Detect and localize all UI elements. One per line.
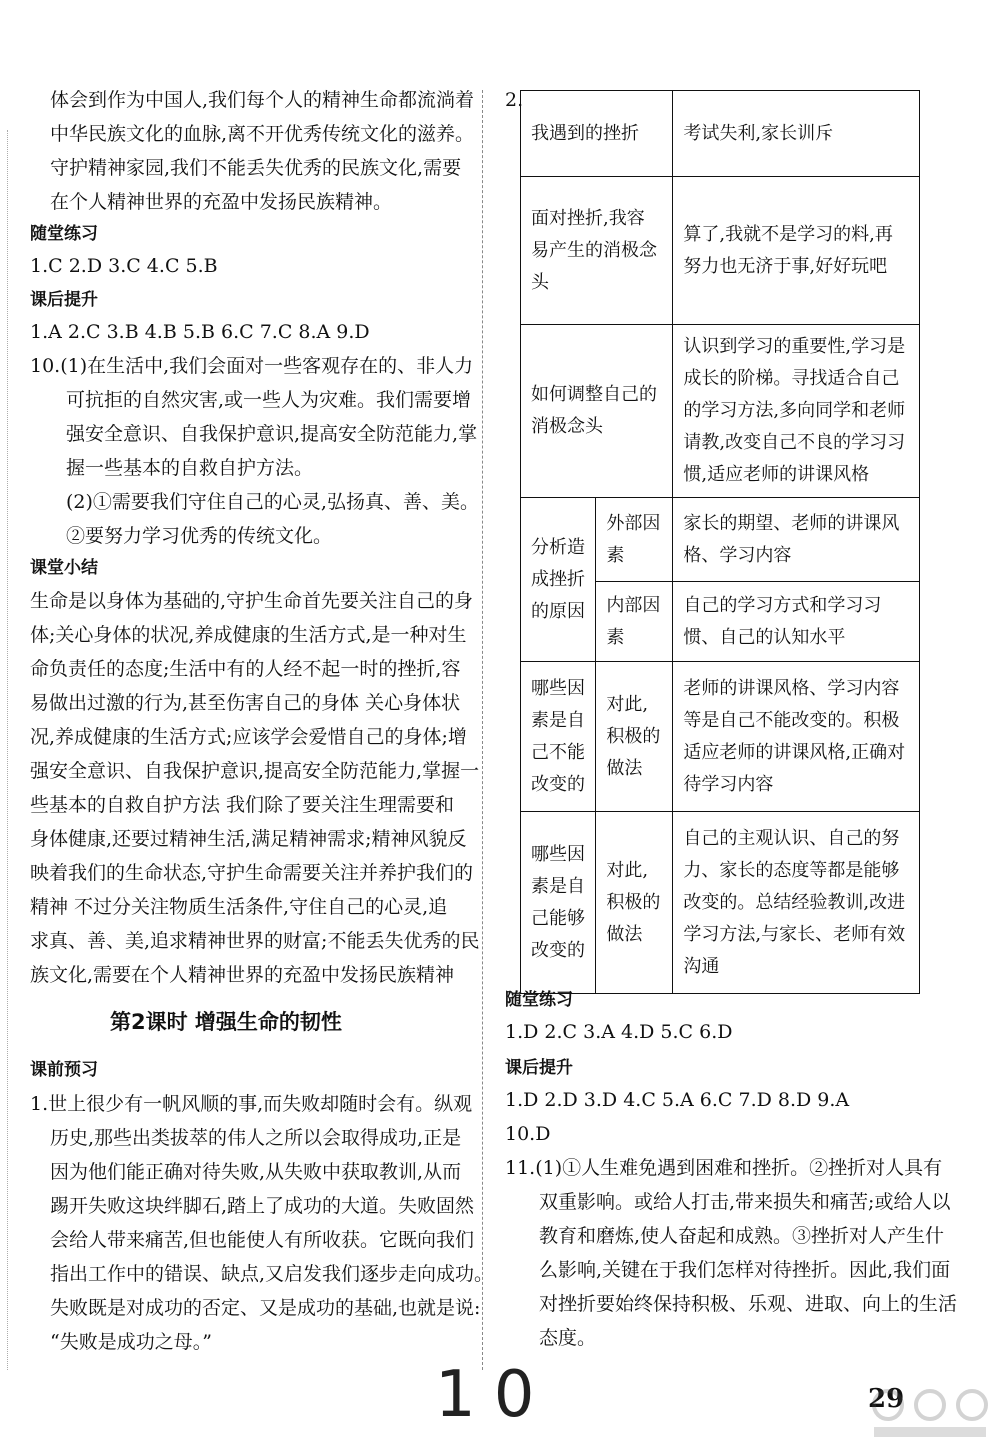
practice-answers: 1.D 2.C 3.A 4.D 5.C 6.D	[505, 1021, 733, 1043]
table-sub-cell: 对此,积极的做法	[596, 662, 673, 812]
intro-line: 守护精神家园,我们不能丢失优秀的民族文化,需要	[50, 157, 462, 179]
q11-line: 11.(1)①人生难免遇到困难和挫折。②挫折对人具有	[505, 1157, 943, 1179]
summary-line: 强安全意识、自我保护意识,提高安全防范能力,掌握一	[30, 760, 480, 782]
left-margin-rule	[7, 130, 8, 1370]
q11-line: 教育和磨炼,使人奋起和成熟。③挫折对人产生什	[539, 1225, 945, 1247]
page-number: 29	[868, 1384, 905, 1414]
q10-line: 可抗拒的自然灾害,或一些人为灾难。我们需要增	[66, 389, 472, 411]
lesson-title: 第2课时 增强生命的韧性	[110, 1010, 342, 1034]
practice-heading: 随堂练习	[505, 990, 573, 1010]
q11-line: 双重影响。或给人打击,带来损失和痛苦;或给人以	[539, 1191, 951, 1213]
table-sub-cell: 外部因素	[596, 498, 673, 582]
summary-line: 求真、善、美,追求精神世界的财富;不能丢失优秀的民	[30, 930, 480, 952]
q2-label: 2.	[505, 89, 524, 111]
q10-line: 握一些基本的自救自护方法。	[66, 457, 314, 479]
preview-line: 踢开失败这块绊脚石,踏上了成功的大道。失败固然	[50, 1195, 475, 1217]
summary-line: 身体健康,还要过精神生活,满足精神需求;精神风貌反	[30, 828, 467, 850]
after-class-answers: 1.D 2.D 3.D 4.C 5.A 6.C 7.D 8.D 9.A	[505, 1089, 850, 1111]
intro-line: 中华民族文化的血脉,离不开优秀传统文化的滋养。	[50, 123, 475, 145]
summary-line: 命负责任的态度;生活中有的人经不起一时的挫折,容	[30, 658, 461, 680]
summary-line: 易做出过激的行为,甚至伤害自己的身体 关心身体状	[30, 692, 461, 714]
summary-line: 映着我们的生命状态,守护生命需要关注并养护我们的	[30, 862, 474, 884]
summary-line: 体;关心身体的状况,养成健康的生活方式,是一种对生	[30, 624, 467, 646]
column-divider	[482, 90, 483, 1370]
table-sub-cell: 对此,积极的做法	[596, 812, 673, 994]
summary-line: 些基本的自救自护方法 我们除了要关注生理需要和	[30, 794, 455, 816]
preview-line: 会给人带来痛苦,但也能使人有所收获。它既向我们	[50, 1229, 475, 1251]
after-class-heading: 课后提升	[30, 290, 98, 310]
preview-line: 指出工作中的错误、缺点,又启发我们逐步走向成功。	[50, 1263, 494, 1285]
table-row	[521, 177, 920, 325]
preview-line: 因为他们能正确对待失败,从失败中获取教训,从而	[50, 1161, 462, 1183]
table-value-cell: 自己的主观认识、自己的努力、家长的态度等都是能够改变的。总结经验教训,改进学习方法,与家长、老师有效沟通	[673, 812, 920, 994]
table-header-cell: 我遇到的挫折	[521, 91, 673, 177]
q11-line: 对挫折要始终保持积极、乐观、进取、向上的生活	[539, 1293, 958, 1315]
preview-line: 1.世上很少有一帆风顺的事,而失败却随时会有。纵观	[30, 1093, 473, 1115]
watermark-logo-icon	[870, 1385, 990, 1441]
q10-line: 10.(1)在生活中,我们会面对一些客观存在的、非人力	[30, 355, 474, 377]
preview-line: “失败是成功之母。”	[50, 1331, 212, 1353]
table-row	[521, 325, 920, 498]
summary-line: 精神 不过分关注物质生活条件,守住自己的心灵,追	[30, 896, 448, 918]
practice-heading: 随堂练习	[30, 224, 98, 244]
intro-line: 体会到作为中国人,我们每个人的精神生命都流淌着	[50, 89, 475, 111]
table-header-cell: 分析造成挫折的原因	[521, 498, 596, 662]
table-header-cell: 如何调整自己的消极念头	[521, 325, 673, 498]
q11-line: 态度。	[539, 1327, 597, 1349]
after-class-heading: 课后提升	[505, 1058, 573, 1078]
summary-heading: 课堂小结	[30, 558, 98, 578]
table-header-cell: 哪些因素是自己不能改变的	[521, 662, 596, 812]
table-value-cell: 算了,我就不是学习的料,再努力也无济于事,好好玩吧	[673, 177, 920, 325]
preview-heading: 课前预习	[30, 1060, 98, 1080]
q10-line: 强安全意识、自我保护意识,提高安全防范能力,掌	[66, 423, 478, 445]
table-row	[521, 498, 920, 582]
table-value-cell: 自己的学习方式和学习习惯、自己的认知水平	[673, 582, 920, 662]
table-row	[521, 662, 920, 812]
after-class-answers-2: 10.D	[505, 1123, 551, 1145]
intro-line: 在个人精神世界的充盈中发扬民族精神。	[50, 191, 393, 213]
preview-line: 历史,那些出类拔萃的伟人之所以会取得成功,正是	[50, 1127, 462, 1149]
q10-line: ②要努力学习优秀的传统文化。	[66, 525, 333, 547]
summary-line: 生命是以身体为基础的,守护生命首先要关注自己的身	[30, 590, 474, 612]
q10-line: (2)①需要我们守住自己的心灵,弘扬真、善、美。	[66, 491, 479, 513]
summary-line: 况,养成健康的生活方式;应该学会爱惜自己的身体;增	[30, 726, 467, 748]
table-row	[521, 812, 920, 994]
practice-answers: 1.C 2.D 3.C 4.C 5.B	[30, 255, 218, 277]
table-value-cell: 认识到学习的重要性,学习是成长的阶梯。寻找适合自己的学习方法,多向同学和老师请教,改变自己不良的学习习惯,适应老师的讲课风格	[673, 325, 920, 498]
table-row	[521, 91, 920, 177]
setback-analysis-table	[520, 90, 920, 994]
table-sub-cell: 内部因素	[596, 582, 673, 662]
q11-line: 么影响,关键在于我们怎样对待挫折。因此,我们面	[539, 1259, 951, 1281]
table-header-cell: 面对挫折,我容易产生的消极念头	[521, 177, 673, 325]
table-value-cell: 家长的期望、老师的讲课风格、学习内容	[673, 498, 920, 582]
table-value-cell: 老师的讲课风格、学习内容等是自己不能改变的。积极适应老师的讲课风格,正确对待学习内容	[673, 662, 920, 812]
table-value-cell: 考试失利,家长训斥	[673, 91, 920, 177]
table-header-cell: 哪些因素是自己能够改变的	[521, 812, 596, 994]
summary-line: 族文化,需要在个人精神世界的充盈中发扬民族精神	[30, 964, 455, 986]
after-class-answers: 1.A 2.C 3.B 4.B 5.B 6.C 7.C 8.A 9.D	[30, 321, 370, 343]
preview-line: 失败既是对成功的否定、又是成功的基础,也就是说:	[50, 1297, 481, 1319]
handwritten-number: 10	[435, 1358, 553, 1432]
